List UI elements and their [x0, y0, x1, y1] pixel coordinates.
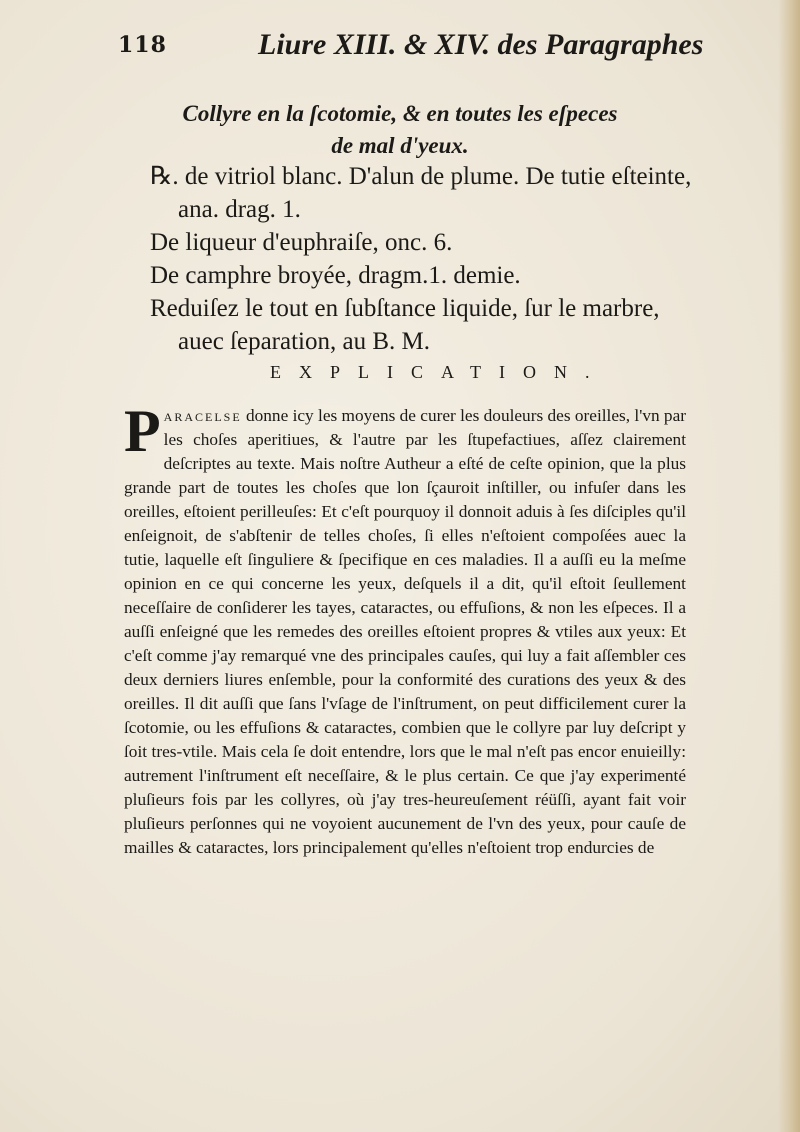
explication-paragraph [124, 398, 686, 860]
running-title: Liure XIII. & XIV. des Paragraphes [258, 28, 704, 61]
recipe-line: De liqueur d'euphraiſe, onc. 6. [150, 229, 453, 256]
paragraph-text: donne icy les moyens de curer les douleurs des oreilles, l'vn par les choſes aperitiues, & l'autre par les ſtupefactiues, aſſez clairement deſcriptes au texte. Mais noſtre Autheur a eſté de ceſte opinion, que la plus grande part de toutes les choſes que lon ſçauroit inſtiller, ou infuſer dans les oreilles, eſtoient perilleuſes: Et c'eſt pourquoy il donnoit aduis à ſes diſciples qu'il enſeignoit, de s'abſtenir de telles choſes, ſi elles n'eſtoient compoſées auec la tutie, laquelle eſt ſinguliere & ſpecifique en ces maladies. Il a auſſi eu la meſme opinion en ce qui concerne les yeux, deſquels il a dit, qu'il eſtoit ſeullement neceſſaire de conſiderer les tayes, cataractes, ou effuſions, & non les eſpeces. Il a auſſi enſeigné que les remedes des oreilles eſtoient propres & vtiles aux yeux: Et c'eſt comme j'ay remarqué vne des principales cauſes, qui luy a fait aſſembler ces deux derniers liures enſemble, pour la conformité des curations des yeux & des oreilles. Il dit auſſi que ſans l'vſage de l'inſtrument, on peut difficilement curer la ſcotomie, ou les effuſions & cataractes, combien que le collyre par luy deſcript y ſoit tres-vtile. Mais cela ſe doit entendre, lors que le mal n'eſt pas encor enuieilly: autrement l'inſtrument eſt neceſſaire, & le plus certain. Ce que j'ay experimenté pluſieurs fois par les collyres, où j'ay tres-heureuſement réüſſi, ayant fait voir pluſieurs perſonnes qui ne voyoient aucunement de l'vn des yeux, pour cauſe de mailles & cataractes, lors principalement qu'elles n'eſtoient trop endurcies de [124, 406, 686, 857]
page-number: 118 [118, 32, 167, 58]
recipe-line: Reduiſez le tout en ſubſtance liquide, ſur le marbre, [150, 295, 660, 322]
author-name: aracelse [163, 406, 242, 425]
recipe-line: ana. drag. 1. [178, 196, 301, 223]
recipe-block [150, 160, 690, 358]
recipe-line: auec ſeparation, au B. M. [178, 328, 430, 355]
recipe-title [0, 98, 800, 162]
recipe-title-line-2: de mal d'yeux. [331, 133, 469, 158]
page-edge-shadow [778, 0, 800, 1132]
section-heading: EXPLICATION. [270, 362, 608, 382]
recipe-line: De camphre broyée, dragm.1. demie. [150, 262, 521, 289]
recipe-title-line-1: Collyre en la ſcotomie, & en toutes les eſpeces [182, 101, 618, 126]
running-header [118, 28, 704, 64]
drop-cap: P [124, 398, 161, 464]
recipe-line: ℞. de vitriol blanc. D'alun de plume. De tutie eſteinte, [150, 163, 692, 190]
